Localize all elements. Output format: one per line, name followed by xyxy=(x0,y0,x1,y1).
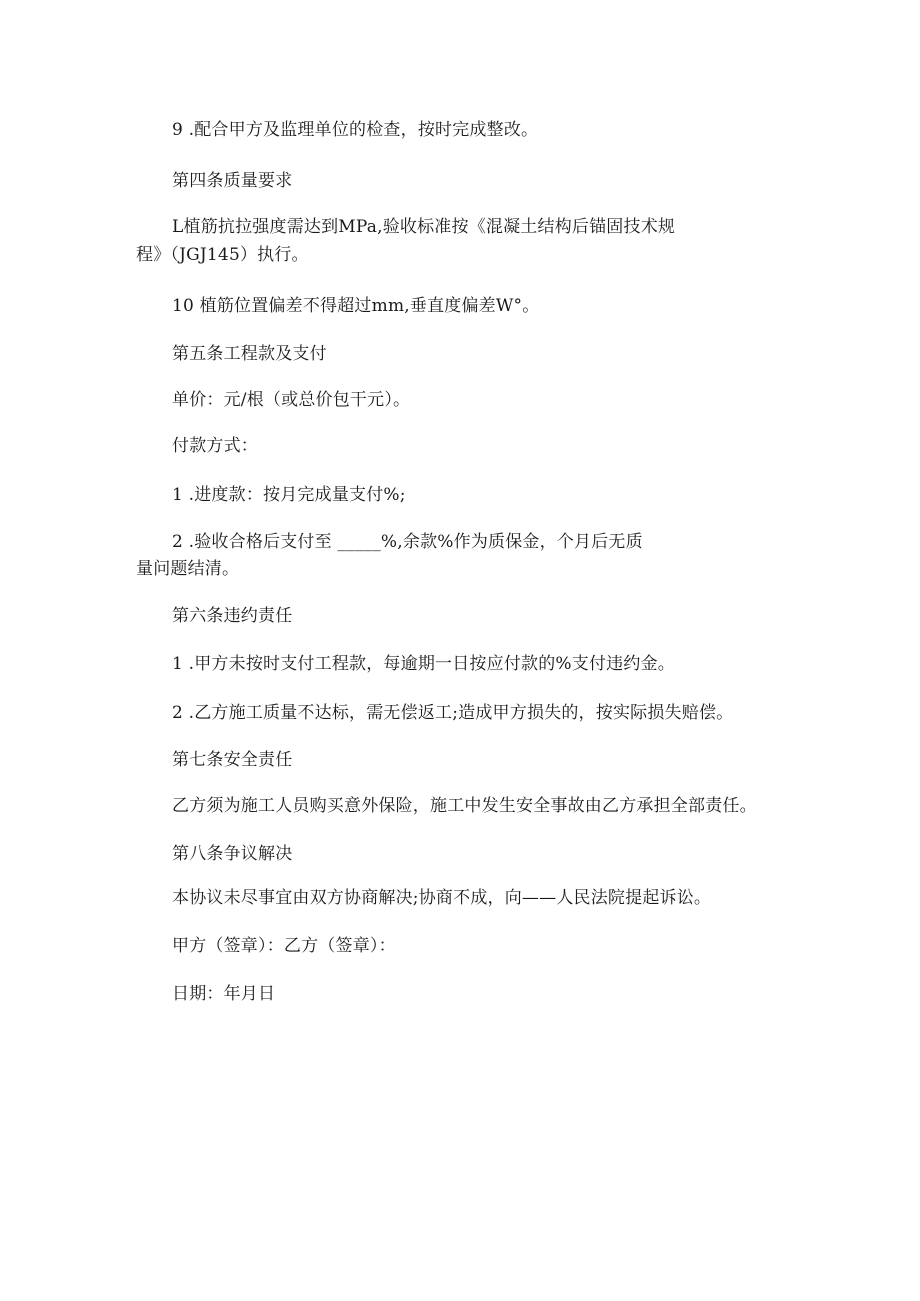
payment-item-1: 1 .进度款：按月完成量支付%; xyxy=(172,485,406,505)
clause-item-9: 9 .配合甲方及监理单位的检查，按时完成整改。 xyxy=(172,120,539,140)
quality-item-1-line-2: 程》（JGJ145）执行。 xyxy=(136,245,309,265)
section-heading-payment: 第五条工程款及支付 xyxy=(172,344,327,364)
safety-clause: 乙方须为施工人员购买意外保险，施工中发生安全事故由乙方承担全部责任。 xyxy=(172,796,757,816)
quality-item-1-line-1: L植筋抗拉强度需达到MPa,验收标准按《混凝土结构后锚固技术规 xyxy=(172,217,676,237)
signature-line: 甲方（签章）：乙方（签章）： xyxy=(172,936,396,956)
section-heading-liability: 第六条违约责任 xyxy=(172,606,293,626)
quality-item-2: 10 植筋位置偏差不得超过mm,垂直度偏差W°。 xyxy=(172,296,540,316)
liability-item-1: 1 .甲方未按时支付工程款，每逾期一日按应付款的%支付违约金。 xyxy=(172,654,675,674)
date-line: 日期：年月日 xyxy=(172,984,276,1004)
dispute-clause: 本协议未尽事宜由双方协商解决;协商不成，向——人民法院提起诉讼。 xyxy=(172,888,712,908)
section-heading-quality: 第四条质量要求 xyxy=(172,171,293,191)
payment-item-2-line-2: 量问题结清。 xyxy=(136,559,240,579)
liability-item-2: 2 .乙方施工质量不达标，需无偿返工;造成甲方损失的，按实际损失赔偿。 xyxy=(172,703,734,723)
unit-price-line: 单价：元/根（或总价包干元）。 xyxy=(172,390,411,410)
section-heading-dispute: 第八条争议解决 xyxy=(172,844,293,864)
payment-method-label: 付款方式： xyxy=(172,436,258,456)
section-heading-safety: 第七条安全责任 xyxy=(172,750,293,770)
payment-item-2-line-1: 2 .验收合格后支付至 _____%,余款%作为质保金，个月后无质 xyxy=(172,532,643,552)
